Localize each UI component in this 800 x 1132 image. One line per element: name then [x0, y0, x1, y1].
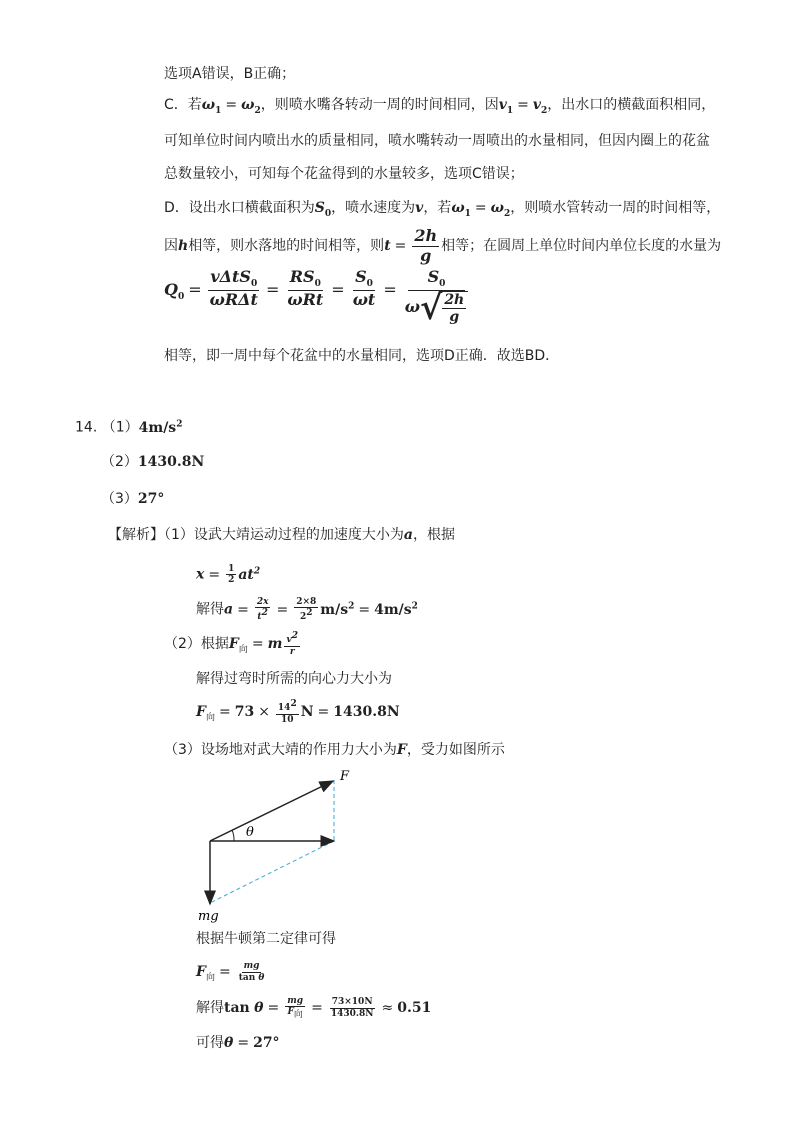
- text-line: 相等，即一周中每个花盆中的水量相同，选项D正确．故选BD．: [164, 348, 560, 364]
- equation-q0: $Q_0$ = $\frac{v\Delta tS_0}{\text{ωRΔt}}$ = $\frac{RS_0}{\text{ωRt}}$ = $\frac{S_0}{\omega t}$ = $S_0$ ω √ $\frac{2h}{g}$: [164, 268, 472, 340]
- force-f-arrow: [210, 781, 333, 841]
- text-line: 因h相等，则水落地的时间相等，则t = $\frac{2h}{g}$ 相等；在圆周上单位时间内单位长度的水量为: [164, 226, 722, 265]
- equation-fx: $F_向$ = $\frac{mg}{\text{tan θ}}$: [196, 961, 265, 983]
- text-line: 选项A错误，B正确；: [164, 66, 296, 82]
- answer-2: （2）1430.8N: [101, 454, 205, 470]
- label-f: F: [340, 769, 350, 784]
- answer-3: （3）27°: [101, 491, 165, 507]
- force-diagram: [196, 768, 356, 928]
- label-theta: θ: [246, 825, 254, 840]
- equation-a: 解得a = $\frac{2x}{t^2}$ = $\frac{2\times 8}{2^2}$ $m/s^2 = 4m/s^2$: [196, 596, 418, 623]
- equation-f: $F_向 = 73$ × $\frac{14^2}{10}$ N = 1430.8N: [196, 699, 400, 725]
- solution-line: 解得过弯时所需的向心力大小为: [196, 671, 392, 687]
- text-line: D．设出水口横截面积为$S_0$，喷水速度为v，若$\omega_1 = \omega_2$，则喷水管转动一周的时间相等，: [164, 200, 721, 219]
- label-mg: mg: [198, 909, 219, 924]
- text-line: 总数量较小，可知每个花盆得到的水量较多，选项C错误；: [164, 166, 524, 182]
- equation-tan: 解得tan θ = $\frac{mg}{F_向}$ = $\frac{73\times 10N}{1430.8N}$ ≈ 0.51: [196, 995, 432, 1020]
- angle-arc: [232, 830, 234, 841]
- dashed-diagonal: [210, 841, 334, 903]
- text-line: 可知单位时间内喷出水的质量相同，喷水嘴转动一周喷出的水量相同，但因内圈上的花盆: [164, 133, 710, 149]
- solution-line: 根据牛顿第二定律可得: [196, 931, 336, 947]
- solution-line: （2）根据$F_向 = m$ $\frac{v^2}{r}$: [164, 631, 298, 657]
- answer-1: 14. $(1)4m/s^2$: [75, 419, 183, 436]
- solution-line: 【解析】（1）设武大靖运动过程的加速度大小为a，根据: [108, 527, 455, 543]
- text-line: C．若$\omega_1 = \omega_2$，则喷水嘴各转动一周的时间相同，因$v_1 = v_2$，出水口的横截面积相同，: [164, 97, 716, 116]
- solution-line: （3）设场地对武大靖的作用力大小为F，受力如图所示: [164, 742, 505, 758]
- equation-x: x = $\frac{1}{2}$ $at^2$: [196, 563, 261, 586]
- equation-theta: 可得θ = 27°: [196, 1035, 280, 1051]
